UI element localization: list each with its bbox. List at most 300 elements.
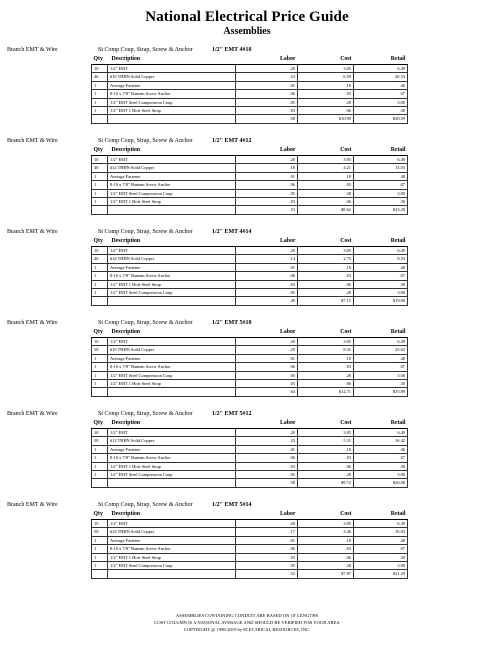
column-header-cost: Cost: [298, 328, 354, 338]
cell-cost: .03: [298, 545, 354, 553]
column-header-cost: Cost: [298, 237, 354, 247]
total-row: [92, 206, 408, 214]
cell-labor: .06: [236, 454, 298, 462]
cell-labor: .17: [236, 528, 298, 536]
column-header-qty: Qty: [92, 419, 108, 429]
items-table: [91, 55, 408, 124]
cell-qty: 1: [92, 536, 108, 544]
cell-description: 1/2" EMT: [108, 338, 236, 346]
table-row: [92, 471, 408, 479]
table-row: [92, 198, 408, 206]
cell-qty: 46: [92, 164, 108, 172]
cell-retail: 6.49: [354, 247, 408, 255]
total-cost: $7.87: [298, 570, 354, 578]
cell-retail: 16.42: [354, 437, 408, 445]
column-header-description: Description: [108, 419, 236, 429]
cell-qty: 1: [92, 371, 108, 379]
table-row: [92, 181, 408, 189]
table-row: [92, 156, 408, 164]
section-group-label: Branch EMT & Wire: [7, 502, 58, 508]
total-labor: .49: [236, 297, 298, 305]
table-row: [92, 107, 408, 115]
cell-retail: .07: [354, 181, 408, 189]
section-header: [7, 136, 407, 146]
cell-qty: 46: [92, 255, 108, 263]
cell-cost: .18: [298, 536, 354, 544]
cell-qty: 1: [92, 198, 108, 206]
cell-qty: 1: [92, 462, 108, 470]
cell-cost: .28: [298, 98, 354, 106]
cell-description: 1/2" EMT 1 Hole Steel Strap: [108, 553, 236, 561]
table-row: [92, 553, 408, 561]
cell-qty: 1: [92, 562, 108, 570]
assembly-section: [7, 136, 407, 215]
cell-description: 1/2" EMT 1 Hole Steel Strap: [108, 280, 236, 288]
cell-labor: .29: [236, 346, 298, 354]
cell-cost: .28: [298, 189, 354, 197]
assembly-section: [7, 500, 407, 579]
total-cost: $9.72: [298, 479, 354, 487]
column-header-labor: Labor: [236, 510, 298, 520]
section-code: 1/2" EMT 4#14: [212, 229, 252, 235]
cell-cost: .06: [298, 107, 354, 115]
cell-qty: 1: [92, 172, 108, 180]
table-row: [92, 445, 408, 453]
column-header-retail: Retail: [354, 510, 408, 520]
cell-cost: .28: [298, 289, 354, 297]
footer-line-conduit: ASSEMBLIES CONTAINING CONDUIT ARE BASED ON 10' LENGTHS: [175, 613, 319, 618]
column-header-labor: Labor: [236, 419, 298, 429]
cell-description: 8-10 x 7/8" Bantam Screw Anchor: [108, 272, 236, 280]
cell-qty: 1: [92, 553, 108, 561]
total-labor: .58: [236, 115, 298, 123]
table-row: [92, 520, 408, 528]
cell-labor: .05: [236, 562, 298, 570]
total-labor: .52: [236, 570, 298, 578]
section-code: 1/2" EMT 5#10: [212, 320, 252, 326]
cell-labor: .23: [236, 437, 298, 445]
cell-description: 8-10 x 7/8" Bantam Screw Anchor: [108, 363, 236, 371]
cell-labor: .01: [236, 354, 298, 362]
cell-qty: 46: [92, 73, 108, 81]
cell-retail: .40: [354, 354, 408, 362]
total-retail: $30.59: [354, 115, 408, 123]
cell-labor: .03: [236, 107, 298, 115]
table-row: [92, 454, 408, 462]
items-table: [91, 146, 408, 215]
table-row: [92, 346, 408, 354]
table-row: [92, 90, 408, 98]
assembly-section: [7, 45, 407, 124]
items-table: [91, 510, 408, 579]
cell-description: 1/2" EMT Steel Compression Coup: [108, 562, 236, 570]
total-empty-cell: [92, 115, 108, 123]
cell-cost: .28: [298, 562, 354, 570]
total-labor: .64: [236, 388, 298, 396]
cell-qty: 1: [92, 263, 108, 271]
cell-retail: 8.53: [354, 255, 408, 263]
column-header-description: Description: [108, 55, 236, 65]
cell-description: Average Fastener: [108, 172, 236, 180]
cell-labor: .05: [236, 98, 298, 106]
cell-qty: 10: [92, 247, 108, 255]
cell-retail: .30: [354, 380, 408, 388]
total-empty-cell: [92, 388, 108, 396]
cell-description: 1/2" EMT Steel Compression Coup: [108, 98, 236, 106]
table-row: [92, 280, 408, 288]
cell-cost: .06: [298, 280, 354, 288]
cell-description: Average Fastener: [108, 263, 236, 271]
section-description: St Comp Coup, Strap, Screw & Anchor: [98, 138, 193, 144]
cell-cost: .28: [298, 371, 354, 379]
cell-retail: 10.93: [354, 528, 408, 536]
cell-description: 8-10 x 7/8" Bantam Screw Anchor: [108, 545, 236, 553]
cell-qty: 1: [92, 363, 108, 371]
cell-retail: .07: [354, 363, 408, 371]
cell-labor: .20: [236, 247, 298, 255]
cell-description: 1/2" EMT 1 Hole Steel Strap: [108, 198, 236, 206]
cell-qty: 1: [92, 445, 108, 453]
cell-cost: .03: [298, 181, 354, 189]
total-empty-cell: [92, 479, 108, 487]
cell-labor: .05: [236, 289, 298, 297]
page-subtitle: Assemblies: [223, 26, 271, 37]
total-retail: $21.29: [354, 570, 408, 578]
cell-qty: 1: [92, 354, 108, 362]
cell-labor: .01: [236, 81, 298, 89]
cell-description: #12 THHN Solid Copper: [108, 164, 236, 172]
table-row: [92, 172, 408, 180]
cell-retail: 6.49: [354, 65, 408, 73]
total-cost: $7.15: [298, 297, 354, 305]
total-row: [92, 297, 408, 305]
section-description: St Comp Coup, Strap, Screw & Anchor: [98, 47, 193, 53]
section-description: St Comp Coup, Strap, Screw & Anchor: [98, 411, 193, 417]
cell-cost: 3.85: [298, 520, 354, 528]
column-header-qty: Qty: [92, 55, 108, 65]
total-retail: $35.89: [354, 388, 408, 396]
column-header-labor: Labor: [236, 237, 298, 247]
cell-labor: .06: [236, 181, 298, 189]
cell-retail: .07: [354, 454, 408, 462]
column-header-labor: Labor: [236, 146, 298, 156]
cell-cost: .03: [298, 272, 354, 280]
cell-cost: .18: [298, 81, 354, 89]
total-cost: $12.71: [298, 388, 354, 396]
cell-cost: .03: [298, 90, 354, 98]
table-row: [92, 73, 408, 81]
table-row: [92, 272, 408, 280]
cell-cost: .06: [298, 380, 354, 388]
cell-labor: .06: [236, 90, 298, 98]
cell-cost: 3.85: [298, 156, 354, 164]
cell-cost: 3.85: [298, 65, 354, 73]
cell-description: Average Fastener: [108, 354, 236, 362]
section-group-label: Branch EMT & Wire: [7, 320, 58, 326]
cell-description: Average Fastener: [108, 445, 236, 453]
cell-description: 1/2" EMT Steel Compression Coup: [108, 371, 236, 379]
table-row: [92, 189, 408, 197]
column-header-qty: Qty: [92, 237, 108, 247]
cell-qty: 58: [92, 346, 108, 354]
cell-cost: .06: [298, 553, 354, 561]
cell-retail: 6.49: [354, 338, 408, 346]
section-description: St Comp Coup, Strap, Screw & Anchor: [98, 229, 193, 235]
section-description: St Comp Coup, Strap, Screw & Anchor: [98, 320, 193, 326]
total-retail: $19.00: [354, 297, 408, 305]
cell-labor: .03: [236, 380, 298, 388]
section-group-label: Branch EMT & Wire: [7, 138, 58, 144]
cell-qty: 1: [92, 289, 108, 297]
cell-description: 1/2" EMT: [108, 65, 236, 73]
column-header-cost: Cost: [298, 510, 354, 520]
cell-retail: .07: [354, 272, 408, 280]
total-cost: $10.99: [298, 115, 354, 123]
cell-labor: .03: [236, 462, 298, 470]
table-row: [92, 363, 408, 371]
total-retail: $23.28: [354, 206, 408, 214]
column-header-description: Description: [108, 328, 236, 338]
cell-qty: 10: [92, 520, 108, 528]
cell-retail: 13.03: [354, 164, 408, 172]
total-retail: $26.68: [354, 479, 408, 487]
column-header-retail: Retail: [354, 146, 408, 156]
cell-description: #12 THHN Solid Copper: [108, 437, 236, 445]
cell-qty: 1: [92, 454, 108, 462]
cell-retail: .30: [354, 462, 408, 470]
section-description: St Comp Coup, Strap, Screw & Anchor: [98, 502, 193, 508]
cell-retail: 3.00: [354, 371, 408, 379]
cell-labor: .06: [236, 272, 298, 280]
cell-qty: 1: [92, 471, 108, 479]
cell-retail: 6.49: [354, 520, 408, 528]
cell-retail: 3.00: [354, 98, 408, 106]
table-row: [92, 354, 408, 362]
cell-cost: .03: [298, 363, 354, 371]
cell-cost: .06: [298, 462, 354, 470]
table-row: [92, 81, 408, 89]
table-row: [92, 338, 408, 346]
cell-qty: 1: [92, 280, 108, 288]
total-empty-cell: [92, 297, 108, 305]
cell-description: Average Fastener: [108, 536, 236, 544]
cell-qty: 10: [92, 156, 108, 164]
cell-cost: 8.31: [298, 346, 354, 354]
page-title: National Electrical Price Guide: [145, 9, 349, 25]
table-row: [92, 536, 408, 544]
cell-retail: 6.49: [354, 429, 408, 437]
cell-cost: .18: [298, 354, 354, 362]
cell-labor: .20: [236, 65, 298, 73]
cell-qty: 1: [92, 272, 108, 280]
section-code: 1/2" EMT 4#12: [212, 138, 252, 144]
column-header-retail: Retail: [354, 419, 408, 429]
cell-description: 1/2" EMT: [108, 247, 236, 255]
cell-labor: .03: [236, 198, 298, 206]
column-header-cost: Cost: [298, 419, 354, 429]
footer-notes: [0, 612, 494, 634]
cell-labor: .20: [236, 429, 298, 437]
cell-cost: 2.75: [298, 255, 354, 263]
table-row: [92, 545, 408, 553]
cell-cost: 3.85: [298, 247, 354, 255]
cell-retail: 20.33: [354, 73, 408, 81]
cell-cost: 3.85: [298, 429, 354, 437]
cell-labor: .20: [236, 520, 298, 528]
cell-labor: .01: [236, 263, 298, 271]
table-row: [92, 289, 408, 297]
cell-labor: .20: [236, 156, 298, 164]
cell-qty: 1: [92, 380, 108, 388]
section-header: [7, 227, 407, 237]
cell-retail: 3.00: [354, 189, 408, 197]
table-row: [92, 429, 408, 437]
cell-retail: .40: [354, 81, 408, 89]
section-header: [7, 45, 407, 55]
cell-description: 1/2" EMT Steel Compression Coup: [108, 471, 236, 479]
cell-cost: .28: [298, 471, 354, 479]
cell-labor: .05: [236, 371, 298, 379]
section-header: [7, 500, 407, 510]
cell-retail: 6.49: [354, 156, 408, 164]
cell-qty: 1: [92, 181, 108, 189]
cell-labor: .23: [236, 73, 298, 81]
cell-retail: .30: [354, 280, 408, 288]
cell-qty: 58: [92, 437, 108, 445]
cell-description: 1/2" EMT 1 Hole Steel Strap: [108, 380, 236, 388]
cell-cost: .03: [298, 454, 354, 462]
cell-retail: 25.63: [354, 346, 408, 354]
section-code: 1/2" EMT 5#14: [212, 502, 252, 508]
total-empty-cell: [108, 115, 236, 123]
column-header-cost: Cost: [298, 146, 354, 156]
table-row: [92, 528, 408, 536]
cell-description: 1/2" EMT Steel Compression Coup: [108, 289, 236, 297]
cell-retail: .07: [354, 90, 408, 98]
cell-labor: .03: [236, 280, 298, 288]
cell-description: #14 THHN Solid Copper: [108, 528, 236, 536]
table-row: [92, 255, 408, 263]
cell-labor: .05: [236, 189, 298, 197]
cell-labor: .18: [236, 164, 298, 172]
cell-retail: .40: [354, 536, 408, 544]
cell-qty: 10: [92, 65, 108, 73]
total-row: [92, 115, 408, 123]
cell-description: 1/2" EMT: [108, 520, 236, 528]
cell-cost: .18: [298, 263, 354, 271]
column-header-qty: Qty: [92, 146, 108, 156]
column-header-labor: Labor: [236, 328, 298, 338]
column-header-retail: Retail: [354, 328, 408, 338]
cell-cost: .18: [298, 445, 354, 453]
table-row: [92, 462, 408, 470]
column-header-retail: Retail: [354, 237, 408, 247]
cell-description: 8-10 x 7/8" Bantam Screw Anchor: [108, 90, 236, 98]
total-empty-cell: [108, 570, 236, 578]
cell-description: #14 THHN Solid Copper: [108, 255, 236, 263]
total-row: [92, 388, 408, 396]
total-empty-cell: [108, 479, 236, 487]
table-row: [92, 437, 408, 445]
total-labor: .53: [236, 206, 298, 214]
cell-labor: .06: [236, 363, 298, 371]
items-table: [91, 237, 408, 306]
total-empty-cell: [92, 206, 108, 214]
cell-retail: 3.00: [354, 471, 408, 479]
cell-description: 1/2" EMT 1 Hole Steel Strap: [108, 462, 236, 470]
cell-cost: 3.46: [298, 528, 354, 536]
column-header-qty: Qty: [92, 510, 108, 520]
cell-description: 1/2" EMT: [108, 156, 236, 164]
cell-cost: 6.59: [298, 73, 354, 81]
table-row: [92, 380, 408, 388]
cell-retail: .30: [354, 107, 408, 115]
cell-cost: 5.31: [298, 437, 354, 445]
cell-description: 1/2" EMT 1 Hole Steel Strap: [108, 107, 236, 115]
total-row: [92, 479, 408, 487]
column-header-description: Description: [108, 510, 236, 520]
section-header: [7, 409, 407, 419]
cell-qty: 1: [92, 90, 108, 98]
column-header-description: Description: [108, 237, 236, 247]
assembly-section: [7, 409, 407, 488]
cell-retail: .07: [354, 545, 408, 553]
cell-retail: 3.00: [354, 562, 408, 570]
total-row: [92, 570, 408, 578]
section-header: [7, 318, 407, 328]
table-row: [92, 562, 408, 570]
cell-retail: .40: [354, 172, 408, 180]
assembly-section: [7, 227, 407, 306]
column-header-qty: Qty: [92, 328, 108, 338]
cell-qty: 1: [92, 107, 108, 115]
cell-qty: 1: [92, 545, 108, 553]
section-code: 1/2" EMT 5#12: [212, 411, 252, 417]
total-empty-cell: [108, 388, 236, 396]
column-header-description: Description: [108, 146, 236, 156]
section-group-label: Branch EMT & Wire: [7, 411, 58, 417]
items-table: [91, 328, 408, 397]
cell-description: 8-10 x 7/8" Bantam Screw Anchor: [108, 181, 236, 189]
column-header-retail: Retail: [354, 55, 408, 65]
footer-line-cost: COST COLUMN IS A NATIONAL AVERAGE AND SHOULD BE VERIFIED FOR YOUR AREA: [154, 620, 340, 626]
total-empty-cell: [108, 206, 236, 214]
table-row: [92, 263, 408, 271]
cell-labor: .01: [236, 536, 298, 544]
cell-description: Average Fastener: [108, 81, 236, 89]
section-group-label: Branch EMT & Wire: [7, 229, 58, 235]
cell-retail: .40: [354, 263, 408, 271]
cell-labor: .14: [236, 255, 298, 263]
cell-labor: .01: [236, 445, 298, 453]
cell-retail: 3.00: [354, 289, 408, 297]
cell-cost: 4.21: [298, 164, 354, 172]
cell-retail: .30: [354, 553, 408, 561]
table-row: [92, 98, 408, 106]
cell-retail: .40: [354, 445, 408, 453]
cell-qty: 1: [92, 189, 108, 197]
cell-cost: .06: [298, 198, 354, 206]
cell-description: #10 THHN Solid Copper: [108, 73, 236, 81]
total-cost: $8.62: [298, 206, 354, 214]
table-row: [92, 65, 408, 73]
cell-description: 1/2" EMT Steel Compression Coup: [108, 189, 236, 197]
cell-qty: 1: [92, 81, 108, 89]
column-header-labor: Labor: [236, 55, 298, 65]
assembly-section: [7, 318, 407, 397]
cell-description: 1/2" EMT: [108, 429, 236, 437]
total-empty-cell: [92, 570, 108, 578]
